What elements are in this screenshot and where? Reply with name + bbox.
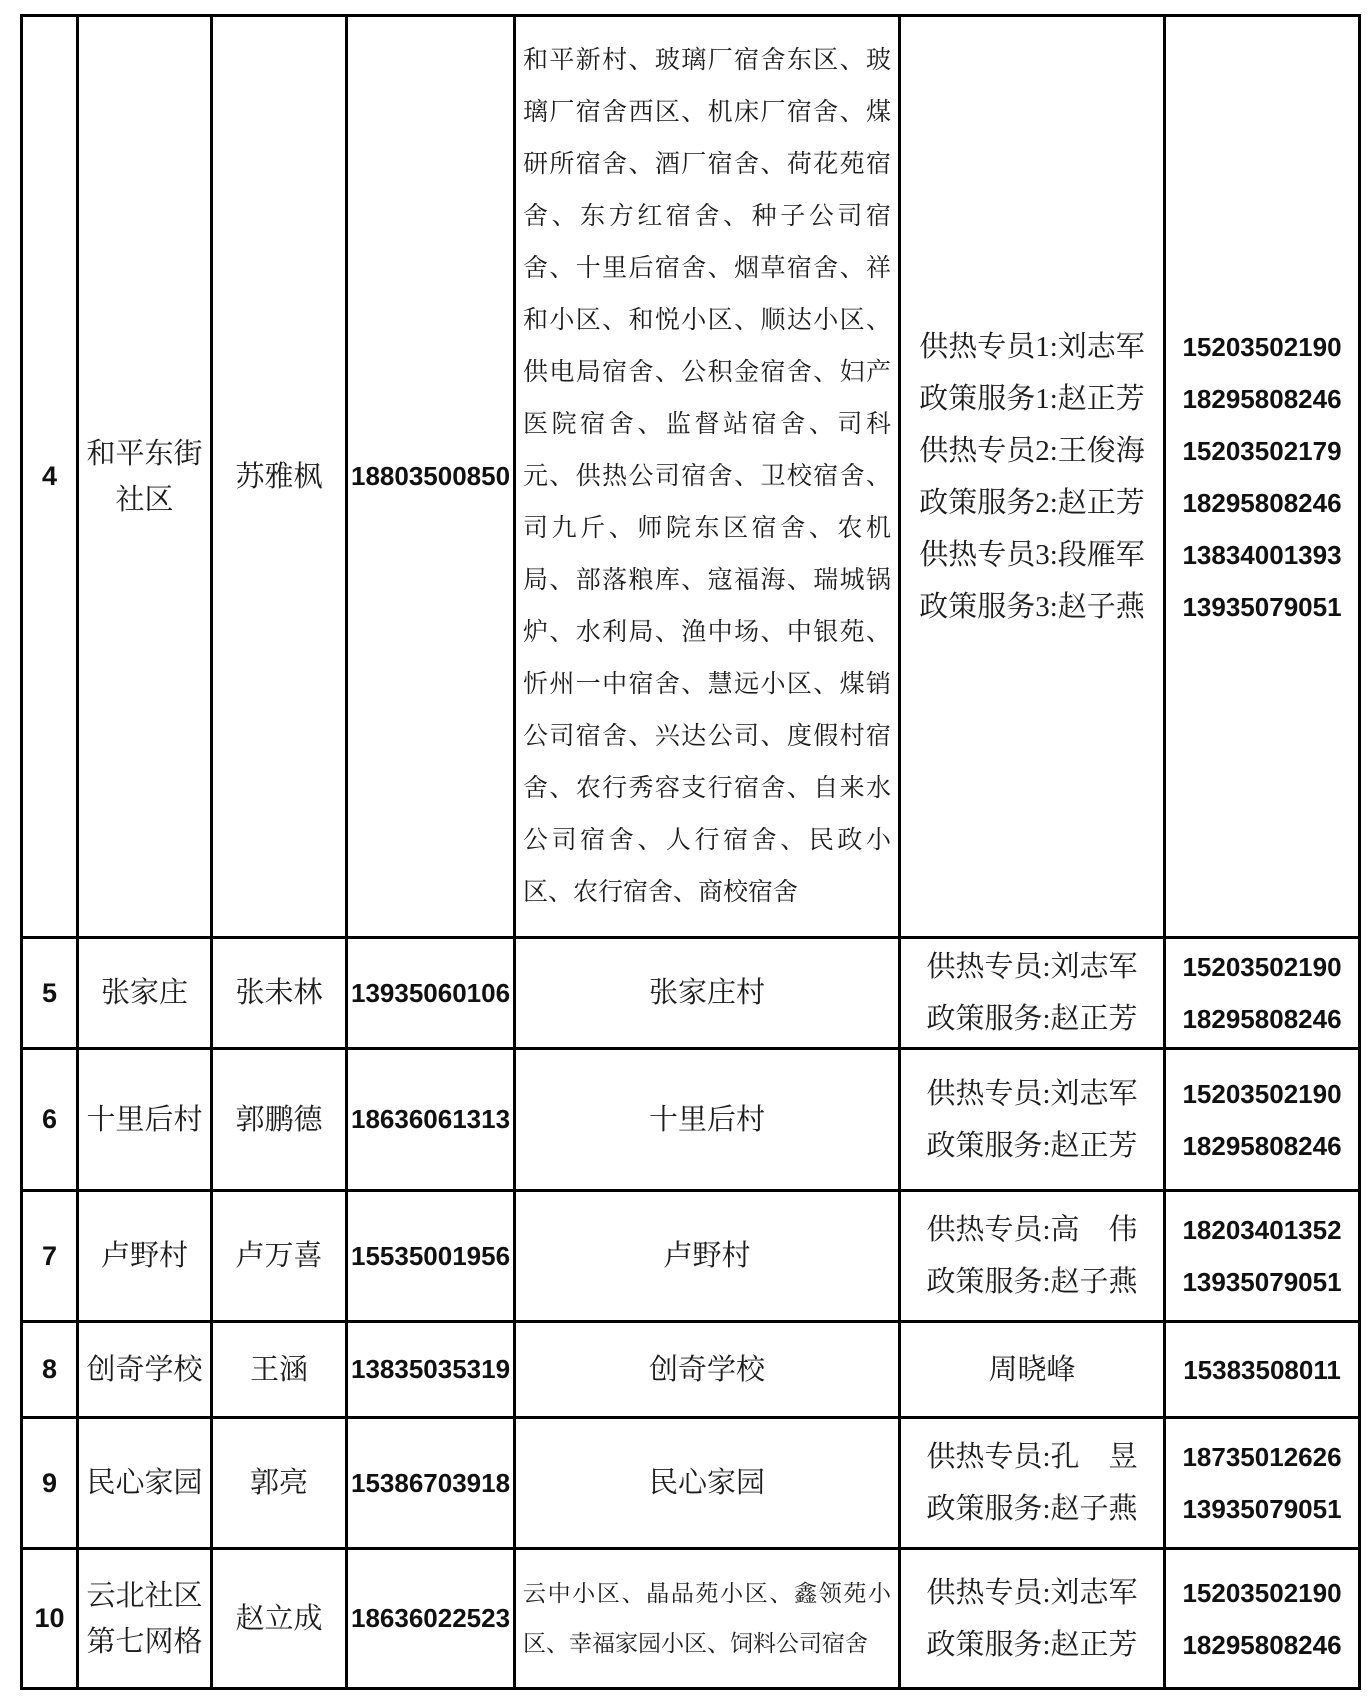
row-number: 7 [41,1240,58,1271]
person-name: 郭亮 [249,1467,308,1499]
service-staff-line: 供热专员:孔 昱 [926,1441,1138,1473]
staff-phone-number: 18735012626 [1182,1442,1342,1472]
service-staff-list [926,1431,1137,1535]
service-staff-line: 周晓峰 [988,1353,1076,1386]
person-name: 赵立成 [235,1602,323,1635]
phone-number: 18636061313 [351,1104,511,1134]
person-name: 郭鹏德 [235,1103,323,1136]
staff-phone-number: 15203502190 [1182,1577,1342,1608]
phone-number: 15535001956 [351,1240,511,1271]
staff-phone-number: 13935079051 [1182,591,1342,622]
cell-row-number [22,938,78,1049]
service-staff-line: 政策服务:赵正芳 [926,1628,1138,1661]
cell-person [212,1549,347,1689]
staff-phone-number: 15203502190 [1182,1078,1342,1109]
cell-community [78,16,212,938]
cell-service-staff [900,1549,1165,1689]
community-name: 民心家园 [86,1467,203,1499]
phone-number: 18636022523 [351,1603,511,1633]
service-area-text: 张家庄村 [648,977,765,1009]
cell-service-staff [900,1418,1165,1549]
phone-number: 13935060106 [351,977,511,1008]
table-row [22,1549,1360,1689]
staff-phone-number: 15203502179 [1182,435,1342,466]
phone-number: 15386703918 [351,1467,511,1498]
cell-service-area [515,1049,900,1191]
cell-service-area [515,1418,900,1549]
phone-number: 18803500850 [351,461,511,491]
service-area-text: 十里后村 [648,1103,765,1136]
service-area-text: 民心家园 [648,1467,765,1499]
cell-service-area [515,1322,900,1418]
cell-community [78,1191,212,1322]
community-name: 卢野村 [100,1240,188,1272]
cell-community [78,1418,212,1549]
cell-person [212,1049,347,1191]
service-area-text: 云中小区、晶品苑小区、鑫领苑小区、幸福家园小区、饲料公司宿舍 [523,1580,891,1656]
row-number: 4 [41,461,58,491]
service-staff-list [926,1068,1137,1172]
cell-phone [347,16,515,938]
cell-community [78,1049,212,1191]
table-row [22,1049,1360,1191]
cell-service-area [515,938,900,1049]
cell-service-staff [900,1191,1165,1322]
service-staff-line: 政策服务:赵子燕 [926,1493,1138,1525]
cell-service-staff [900,1049,1165,1191]
table-row [22,938,1360,1049]
cell-staff-phones [1165,1322,1360,1418]
community-name: 张家庄 [100,977,188,1009]
row-number: 6 [41,1104,58,1134]
service-staff-list [919,321,1145,633]
cell-person [212,1418,347,1549]
staff-phone-number: 15203502190 [1182,331,1342,362]
cell-phone [347,1191,515,1322]
cell-row-number [22,1049,78,1191]
person-name: 张未林 [235,977,323,1009]
cell-staff-phones [1165,1049,1360,1191]
cell-phone [347,938,515,1049]
service-staff-line: 政策服务2:赵正芳 [919,486,1145,519]
service-staff-line: 供热专员:刘志军 [926,951,1138,983]
person-name: 苏雅枫 [235,460,323,493]
cell-community [78,938,212,1049]
staff-phone-number: 13935079051 [1182,1267,1342,1297]
cell-staff-phones [1165,16,1360,938]
cell-service-area [515,1549,900,1689]
service-staff-list [926,941,1137,1045]
cell-row-number [22,16,78,938]
staff-phone-number: 13935079051 [1182,1494,1342,1524]
service-staff-list [926,1567,1137,1671]
cell-row-number [22,1191,78,1322]
cell-service-area [515,1191,900,1322]
service-staff-line: 供热专员:刘志军 [926,1576,1138,1609]
cell-staff-phones [1165,938,1360,1049]
staff-phone-number: 18295808246 [1182,383,1342,414]
community-name: 创奇学校 [86,1353,203,1386]
staff-phone-number: 15203502190 [1182,952,1342,982]
service-staff-line: 供热专员2:王俊海 [919,434,1145,467]
service-staff-line: 供热专员3:段雁军 [919,538,1145,571]
heating-contact-table [20,14,1361,1690]
cell-community [78,1549,212,1689]
table-row [22,1191,1360,1322]
service-staff-line: 政策服务1:赵正芳 [919,382,1145,415]
cell-phone [347,1322,515,1418]
staff-phone-number: 18295808246 [1182,1629,1342,1660]
cell-row-number [22,1322,78,1418]
cell-row-number [22,1549,78,1689]
phone-number: 13835035319 [351,1354,511,1384]
service-area-text: 创奇学校 [648,1353,765,1386]
table-row [22,16,1360,938]
service-area-text: 卢野村 [663,1240,751,1272]
cell-person [212,1191,347,1322]
cell-service-area [515,16,900,938]
cell-person [212,938,347,1049]
community-name: 和平东街社区 [86,437,203,516]
service-staff-line: 供热专员1:刘志军 [919,330,1145,363]
table-row [22,1322,1360,1418]
service-staff-list [926,1204,1137,1308]
service-staff-line: 政策服务:赵子燕 [926,1266,1138,1298]
row-number: 9 [41,1467,58,1498]
service-staff-line: 政策服务:赵正芳 [926,1003,1138,1035]
staff-phone-number: 18295808246 [1182,487,1342,518]
cell-staff-phones [1165,1549,1360,1689]
cell-row-number [22,1418,78,1549]
row-number: 8 [41,1354,58,1384]
cell-person [212,16,347,938]
service-area-text: 和平新村、玻璃厂宿舍东区、玻璃厂宿舍西区、机床厂宿舍、煤研所宿舍、酒厂宿舍、荷花苑宿舍、东方红宿舍、种子公司宿舍、十里后宿舍、烟草宿舍、祥和小区、和悦小区、顺达小区、供电局宿舍、公积金宿舍、妇产医院宿舍、监督站宿舍、司科元、供热公司宿舍、卫校宿舍、司九斤、师院东区宿舍、农机局、部落粮库、寇福海、瑞城锅炉、水利局、渔中场、中银苑、忻州一中宿舍、慧远小区、煤销公司宿舍、兴达公司、度假村宿舍、农行秀容支行宿舍、自来水公司宿舍、人行宿舍、民政小区、农行宿舍、商校宿舍 [523,46,891,906]
cell-phone [347,1049,515,1191]
cell-service-staff [900,16,1165,938]
row-number: 10 [34,1603,65,1633]
person-name: 王涵 [249,1353,308,1386]
cell-staff-phones [1165,1191,1360,1322]
staff-phone-number: 13834001393 [1182,539,1342,570]
cell-phone [347,1418,515,1549]
community-name: 云北社区第七网格 [86,1579,203,1658]
staff-phone-number: 15383508011 [1183,1354,1341,1385]
cell-service-staff [900,938,1165,1049]
cell-community [78,1322,212,1418]
service-staff-line: 政策服务3:赵子燕 [919,590,1145,623]
community-name: 十里后村 [86,1103,203,1136]
cell-phone [347,1549,515,1689]
cell-staff-phones [1165,1418,1360,1549]
person-name: 卢万喜 [235,1240,323,1272]
staff-phone-number: 18295808246 [1182,1130,1342,1161]
staff-phone-number: 18295808246 [1182,1004,1342,1034]
cell-service-staff [900,1322,1165,1418]
service-staff-line: 供热专员:刘志军 [926,1077,1138,1110]
row-number: 5 [41,977,58,1008]
service-staff-line: 政策服务:赵正芳 [926,1129,1138,1162]
table-row [22,1418,1360,1549]
service-staff-list [988,1344,1075,1396]
staff-phone-number: 18203401352 [1182,1215,1342,1245]
service-staff-line: 供热专员:高 伟 [926,1214,1138,1246]
cell-person [212,1322,347,1418]
